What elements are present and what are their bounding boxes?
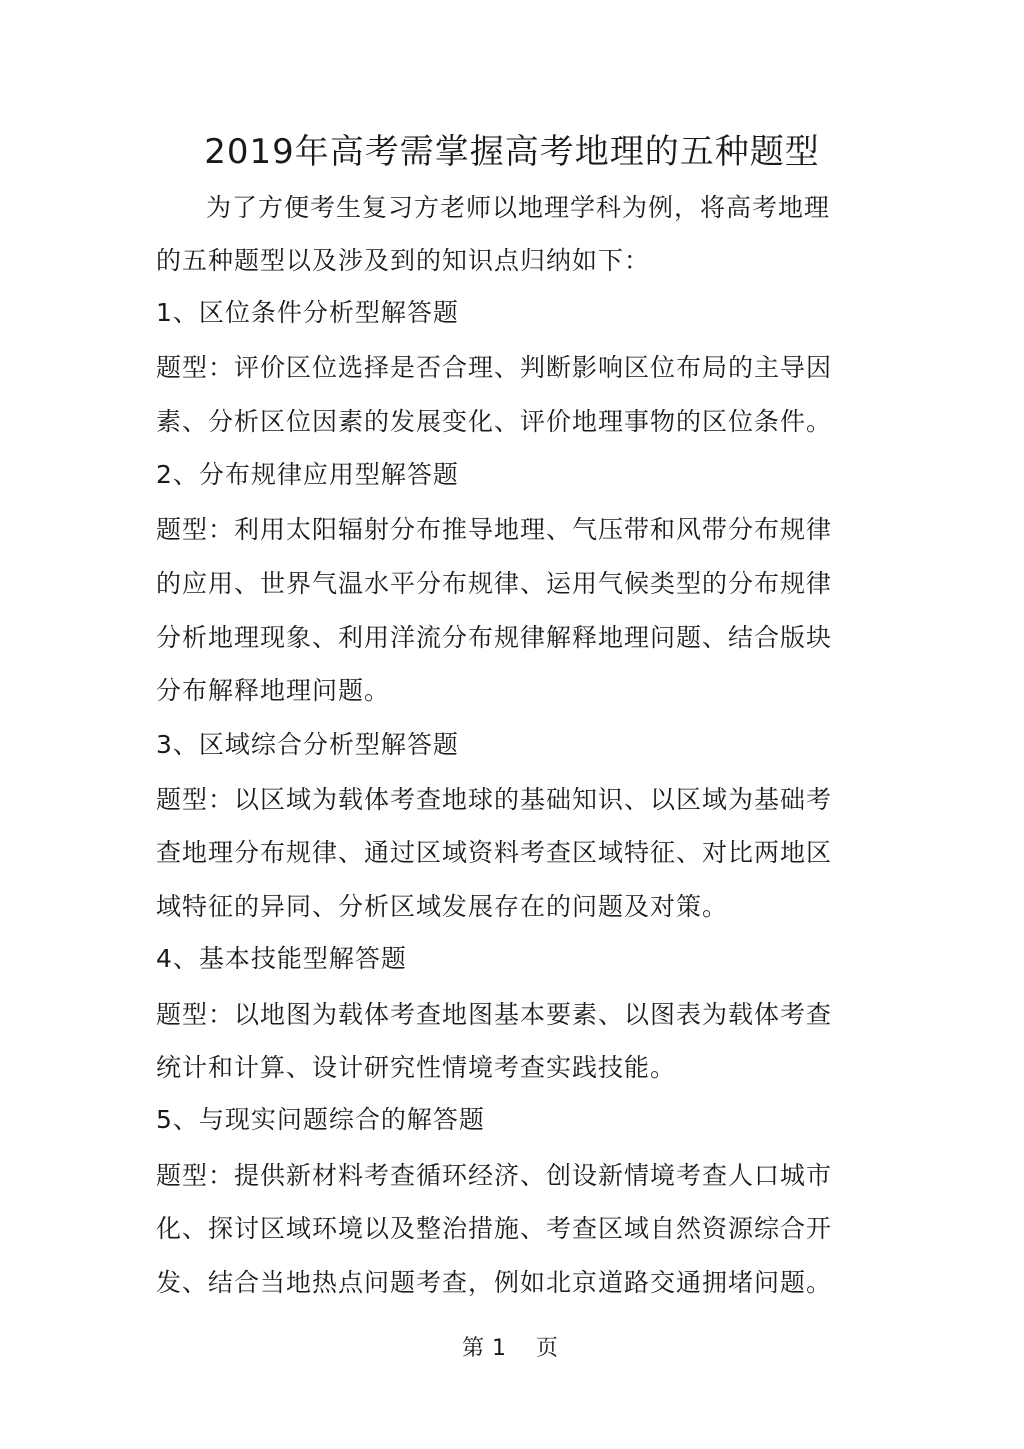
section-3-line-2: 查地理分布规律、通过区域资料考查区域特征、对比两地区 (156, 838, 833, 867)
section-5-line-3: 发、结合当地热点问题考查，例如北京道路交通拥堵问题。 (156, 1268, 833, 1297)
section-3-line-1: 题型：以区域为载体考查地球的基础知识、以区域为基础考 (156, 785, 833, 814)
section-3-heading: 3、区域综合分析型解答题 (156, 730, 459, 759)
intro-line-1: 为了方便考生复习方老师以地理学科为例，将高考地理 (206, 193, 831, 222)
page-number: 1 (492, 1336, 507, 1361)
section-5-line-2: 化、探讨区域环境以及整治措施、考查区域自然资源综合开 (156, 1214, 833, 1243)
section-2-line-2: 的应用、世界气温水平分布规律、运用气候类型的分布规律 (156, 569, 833, 598)
section-5-heading: 5、与现实问题综合的解答题 (156, 1105, 485, 1134)
section-1-heading: 1、区位条件分析型解答题 (156, 298, 459, 327)
section-4-line-2: 统计和计算、设计研究性情境考查实践技能。 (156, 1053, 677, 1082)
section-4-heading: 4、基本技能型解答题 (156, 944, 407, 973)
section-2-line-1: 题型：利用太阳辐射分布推导地理、气压带和风带分布规律 (156, 515, 833, 544)
section-1-line-1: 题型：评价区位选择是否合理、判断影响区位布局的主导因 (156, 353, 833, 382)
section-4-line-1: 题型：以地图为载体考查地图基本要素、以图表为载体考查 (156, 1000, 833, 1029)
intro-line-2: 的五种题型以及涉及到的知识点归纳如下： (156, 246, 651, 275)
section-2-line-3: 分析地理现象、利用洋流分布规律解释地理问题、结合版块 (156, 623, 833, 652)
footer-suffix: 页 (536, 1336, 559, 1361)
footer-prefix: 第 (462, 1336, 485, 1361)
section-1-line-2: 素、分析区位因素的发展变化、评价地理事物的区位条件。 (156, 407, 833, 436)
page-footer (462, 1334, 558, 1364)
section-2-line-4: 分布解释地理问题。 (156, 676, 391, 705)
section-3-line-3: 域特征的异同、分析区域发展存在的问题及对策。 (156, 892, 729, 921)
section-2-heading: 2、分布规律应用型解答题 (156, 460, 459, 489)
section-5-line-1: 题型：提供新材料考查循环经济、创设新情境考查人口城市 (156, 1161, 833, 1190)
document-title: 2019年高考需掌握高考地理的五种题型 (204, 132, 820, 172)
